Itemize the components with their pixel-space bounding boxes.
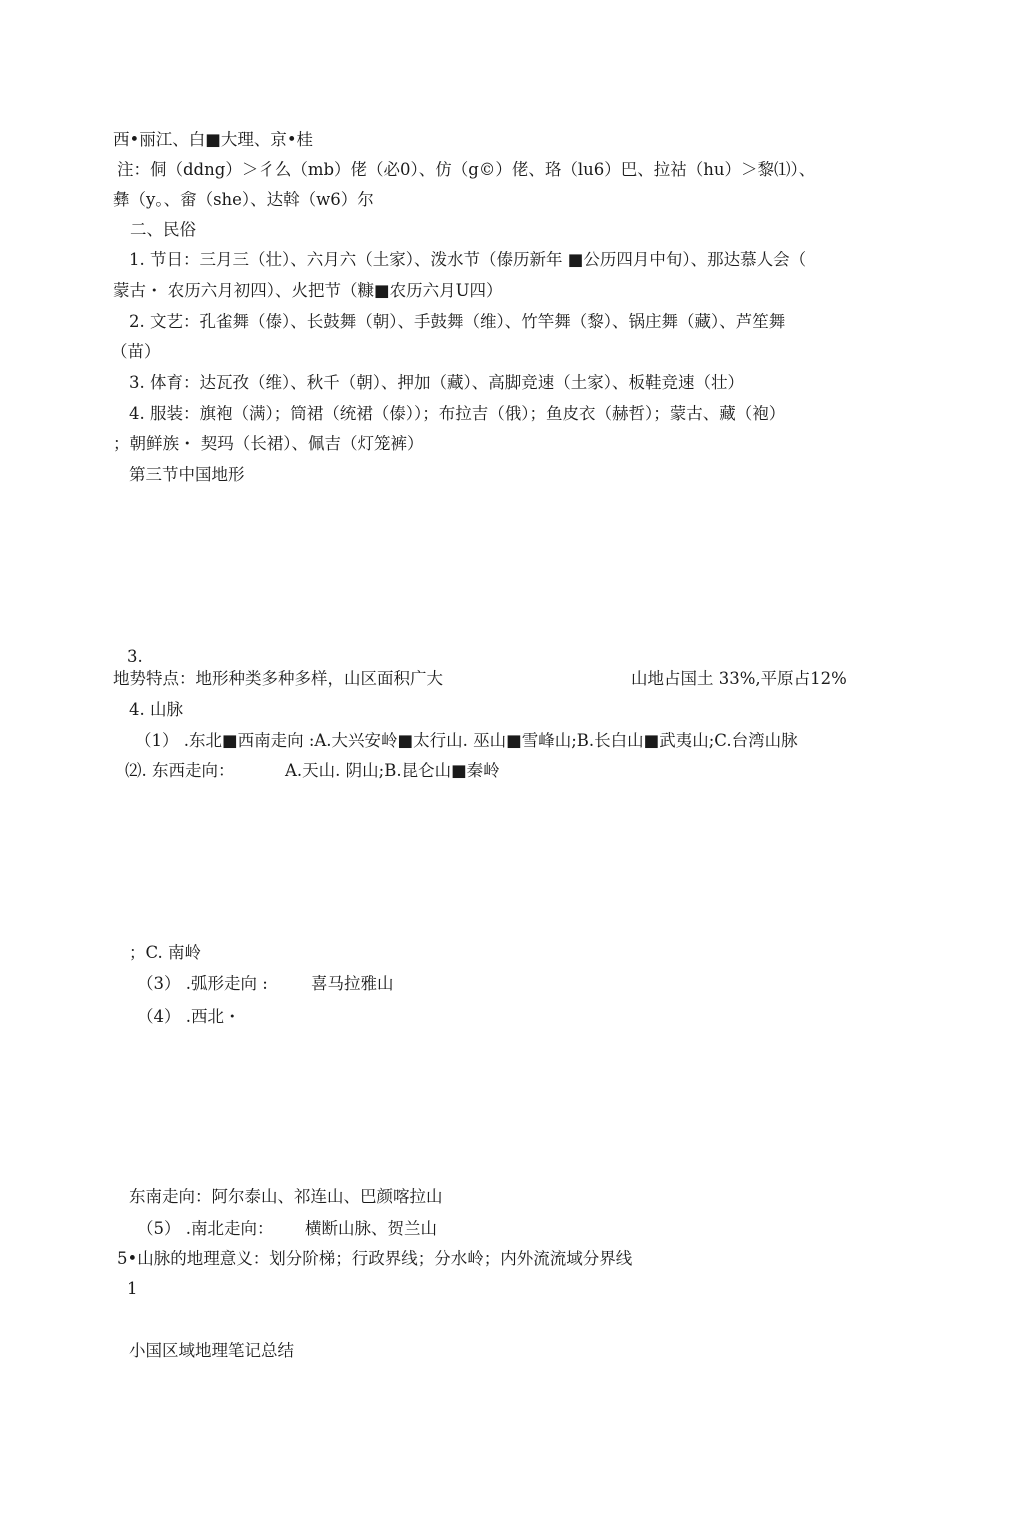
- nanling-line: ；C. 南岭: [129, 943, 202, 962]
- item-number-3: 3.: [127, 647, 143, 666]
- arts-continuation-line: （苗）: [111, 342, 161, 361]
- text-line-1: 西•丽江、白■大理、京•桂: [113, 130, 314, 149]
- note-continuation-line: 彝（y。、畲（she）、达斡（w6）尔: [113, 190, 374, 209]
- clothing-continuation-line: ；朝鲜族・ 契玛（长裙）、佩吉（灯笼裤）: [113, 434, 424, 453]
- north-south-label: （5） .南北走向：: [137, 1219, 274, 1238]
- page-number: 1: [127, 1279, 138, 1298]
- east-west-ranges: A.天山. 阴山;B.昆仑山■秦岭: [285, 761, 500, 780]
- northwest-label: （4） .西北・: [137, 1007, 241, 1026]
- east-west-label: ⑵. 东西走向：: [125, 761, 235, 780]
- festivals-continuation-line: 蒙古・ 农历六月初四）、火把节（糠■农历六月U四）: [113, 281, 503, 300]
- northeast-southwest-line: （1） .东北■西南走向 :A.大兴安岭■太行山. 巫山■雪峰山;B.长白山■武夷山;C.台湾山脉: [135, 731, 798, 750]
- arc-direction-range: 喜马拉雅山: [311, 974, 394, 993]
- footer-title: 小国区域地理笔记总结: [129, 1341, 294, 1360]
- sports-line: 3. 体育：达瓦孜（维）、秋千（朝）、押加（藏）、高脚竞速（土家）、板鞋竞速（壮）: [129, 373, 744, 392]
- terrain-percentage-line: 山地占国土 33%,平原占12%: [631, 669, 847, 688]
- arts-line: 2. 文艺：孔雀舞（傣）、长鼓舞（朝）、手鼓舞（维）、竹竿舞（黎）、锅庄舞（藏）、芦笙舞: [129, 312, 786, 331]
- mountain-significance-line: 5•山脉的地理意义：划分阶梯；行政界线；分水岭；内外流流域分界线: [117, 1249, 633, 1268]
- north-south-ranges: 横断山脉、贺兰山: [305, 1219, 437, 1238]
- clothing-line: 4. 服装：旗袍（满）；筒裙（统裙（傣））；布拉吉（俄）；鱼皮衣（赫哲）；蒙古、藏（袍）: [129, 404, 786, 423]
- arc-direction-label: （3） .弧形走向 :: [137, 974, 268, 993]
- section-heading-customs: 二、民俗: [130, 220, 196, 239]
- festivals-line: 1. 节日：三月三（壮）、六月六（土家）、泼水节（傣历新年 ■公历四月中旬）、那达慕人会（: [129, 250, 807, 269]
- section-heading-terrain: 第三节中国地形: [129, 465, 245, 484]
- terrain-feature-line: 地势特点：地形种类多种多样，山区面积广大: [113, 669, 443, 688]
- mountains-heading: 4. 山脉: [129, 700, 183, 719]
- note-line: 注：侗（ddng）＞彳么（mb）佬（必0）、仿（g©）佬、珞（lu6）巴、拉祜（hu）＞黎⑴）、: [117, 160, 816, 179]
- southeast-direction-line: 东南走向：阿尔泰山、祁连山、巴颜喀拉山: [129, 1187, 443, 1206]
